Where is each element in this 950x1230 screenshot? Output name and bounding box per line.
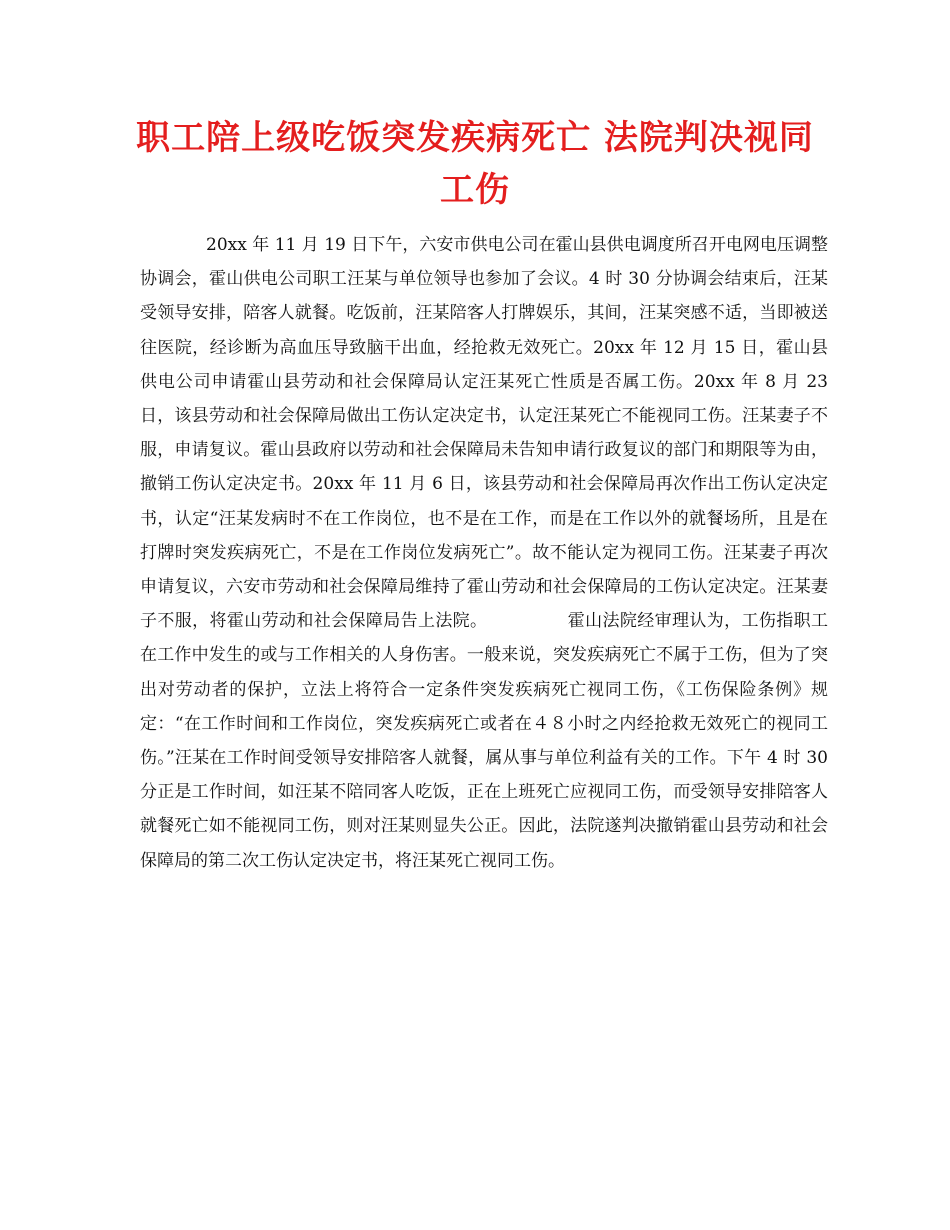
body-paragraph-1: 20xx 年 11 月 19 日下午，六安市供电公司在霍山县供电调度所召开电网电压调整协调会，霍山供电公司职工汪某与单位领导也参加了会议。4 时 30 分协调会结束后，汪某受领导安排，陪客人就餐。吃饭前，汪某陪客人打牌娱乐，其间，汪某突感不适，当即被送往医院，经诊断为高血压导致脑干出血，经抢救无效死亡。20xx 年 12 月 15 日，霍山县供电公司申请霍山县劳动和社会保障局认定汪某死亡性质是否属工伤。20xx 年 8 月 23 日，该县劳动和社会保障局做出工伤认定决定书，认定汪某死亡不能视同工伤。汪某妻子不服，申请复议。霍山县政府以劳动和社会保障局未告知申请行政复议的部门和期限等为由，撤销工伤认定决定书。20xx 年 11 月 6 日，该县劳动和社会保障局再次作出工伤认定决定书，认定“汪某发病时不在工作岗位，也不是在工作，而是在工作以外的就餐场所，且是在打牌时突发疾病死亡，不是在工作岗位发病死亡”。故不能认定为视同工伤。汪某妻子再次申请复议，六安市劳动和社会保障局维持了霍山劳动和社会保障局的工伤认定决定。汪某妻子不服，将霍山劳动和社会保障局告上法院。: [140, 235, 828, 632]
document-body: [140, 228, 828, 878]
document-title: 职工陪上级吃饭突发疾病死亡 法院判决视同工伤: [136, 118, 814, 210]
body-paragraph-2: 霍山法院经审理认为，工伤指职工在工作中发生的或与工作相关的人身伤害。一般来说，突发疾病死亡不属于工伤，但为了突出对劳动者的保护，立法上将符合一定条件突发疾病死亡视同工伤，《工伤保险条例》规定：“在工作时间和工作岗位，突发疾病死亡或者在４８小时之内经抢救无效死亡的视同工伤。”汪某在工作时间受领导安排陪客人就餐，属从事与单位利益有关的工作。下午 4 时 30 分正是工作时间，如汪某不陪同客人吃饭，正在上班死亡应视同工伤，而受领导安排陪客人就餐死亡如不能视同工伤，则对汪某则显失公正。因此，法院遂判决撤销霍山县劳动和社会保障局的第二次工伤认定决定书，将汪某死亡视同工伤。: [140, 611, 829, 871]
